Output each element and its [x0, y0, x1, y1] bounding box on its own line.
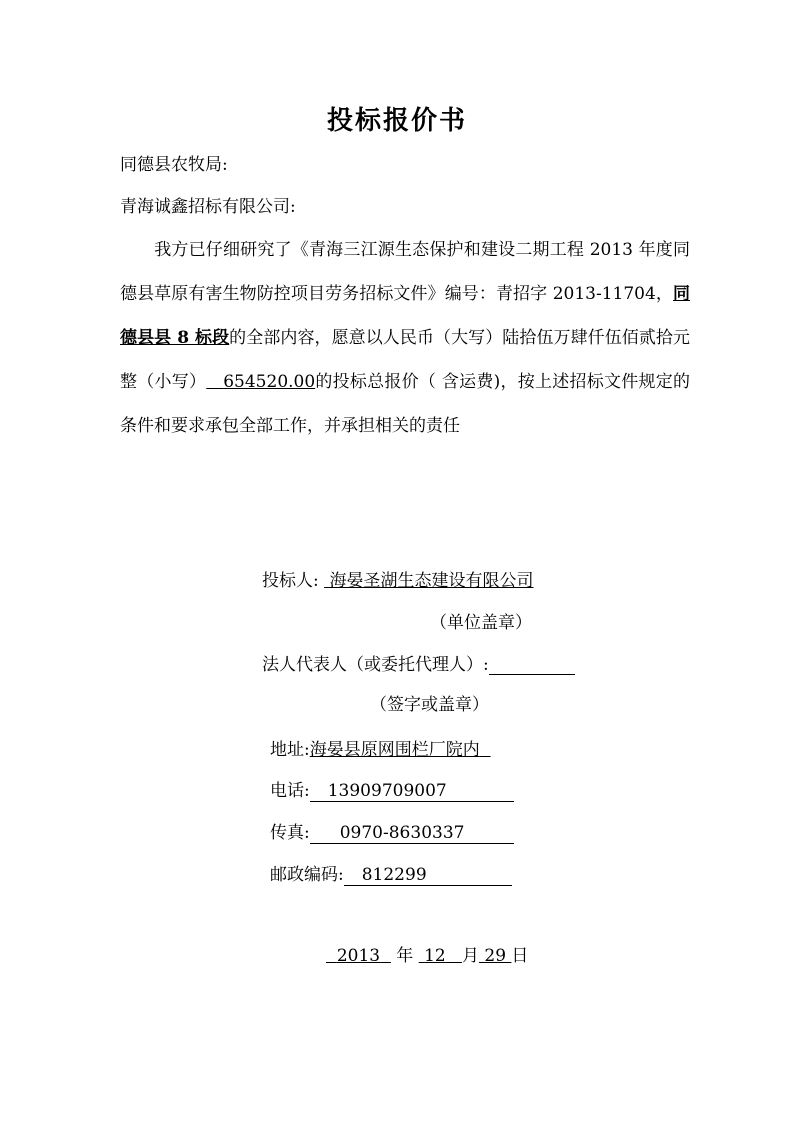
- bid-statement-paragraph: [120, 228, 690, 448]
- document-title: 投标报价书: [326, 106, 467, 136]
- bidder-value: 海晏圣湖生态建设有限公司: [329, 571, 534, 591]
- legal-rep-signature-line: [489, 656, 575, 675]
- postcode-value: 812299: [344, 865, 512, 886]
- address-row: [270, 735, 491, 760]
- recipient-agency: 同德县农牧局:: [120, 155, 228, 175]
- statement-ending: 的投标总报价（ 含运费)，按上述招标文件规定的条件和要求承包全部工作，并承担相关的责任: [120, 372, 690, 436]
- phone-row: [270, 776, 514, 802]
- bidder-row: [262, 566, 534, 591]
- date-year-unit: 年: [396, 946, 414, 966]
- amount-underline: [206, 372, 315, 392]
- statement-amount-words: 的全部内容，愿意以人民币（大写）陆拾伍万肆仟伍佰贰拾元整（小写）: [120, 328, 691, 392]
- legal-rep-label: 法人代表人（或委托代理人）:: [262, 655, 489, 675]
- statement-intro: 我方已仔细研究了《青海三江源生态保护和建设二期工程 2013 年度同德县草原有害生物防控项目劳务招标文件》编号：青招字 2013-11704，: [120, 240, 690, 304]
- fax-label: 传真:: [270, 823, 310, 843]
- date-month: 12: [424, 946, 446, 966]
- address-value: 海晏县原网围栏厂院内: [309, 740, 480, 760]
- bid-section: 同德县县 8 标段: [120, 284, 690, 348]
- date-year: 2013: [336, 946, 381, 966]
- legal-rep-row: [262, 650, 575, 675]
- bidder-seal-note: （单位盖章）: [430, 613, 532, 633]
- postcode-row: [270, 860, 512, 886]
- date-row: [326, 941, 528, 966]
- address-label: 地址:: [270, 740, 310, 760]
- bid-amount: 654520.00: [223, 372, 316, 392]
- date-day-unit: 日: [511, 946, 529, 966]
- phone-label: 电话:: [270, 781, 310, 801]
- postcode-label: 邮政编码:: [270, 865, 344, 885]
- date-day: 29: [484, 946, 507, 966]
- fax-row: [270, 818, 514, 844]
- legal-rep-sign-note: （签字或盖章）: [370, 695, 489, 715]
- phone-value: 13909709007: [310, 781, 514, 802]
- fax-value: 0970-8630337: [310, 823, 514, 844]
- date-month-unit: 月: [461, 946, 479, 966]
- bidder-label: 投标人:: [262, 571, 319, 591]
- recipient-company: 青海诚鑫招标有限公司:: [120, 197, 296, 217]
